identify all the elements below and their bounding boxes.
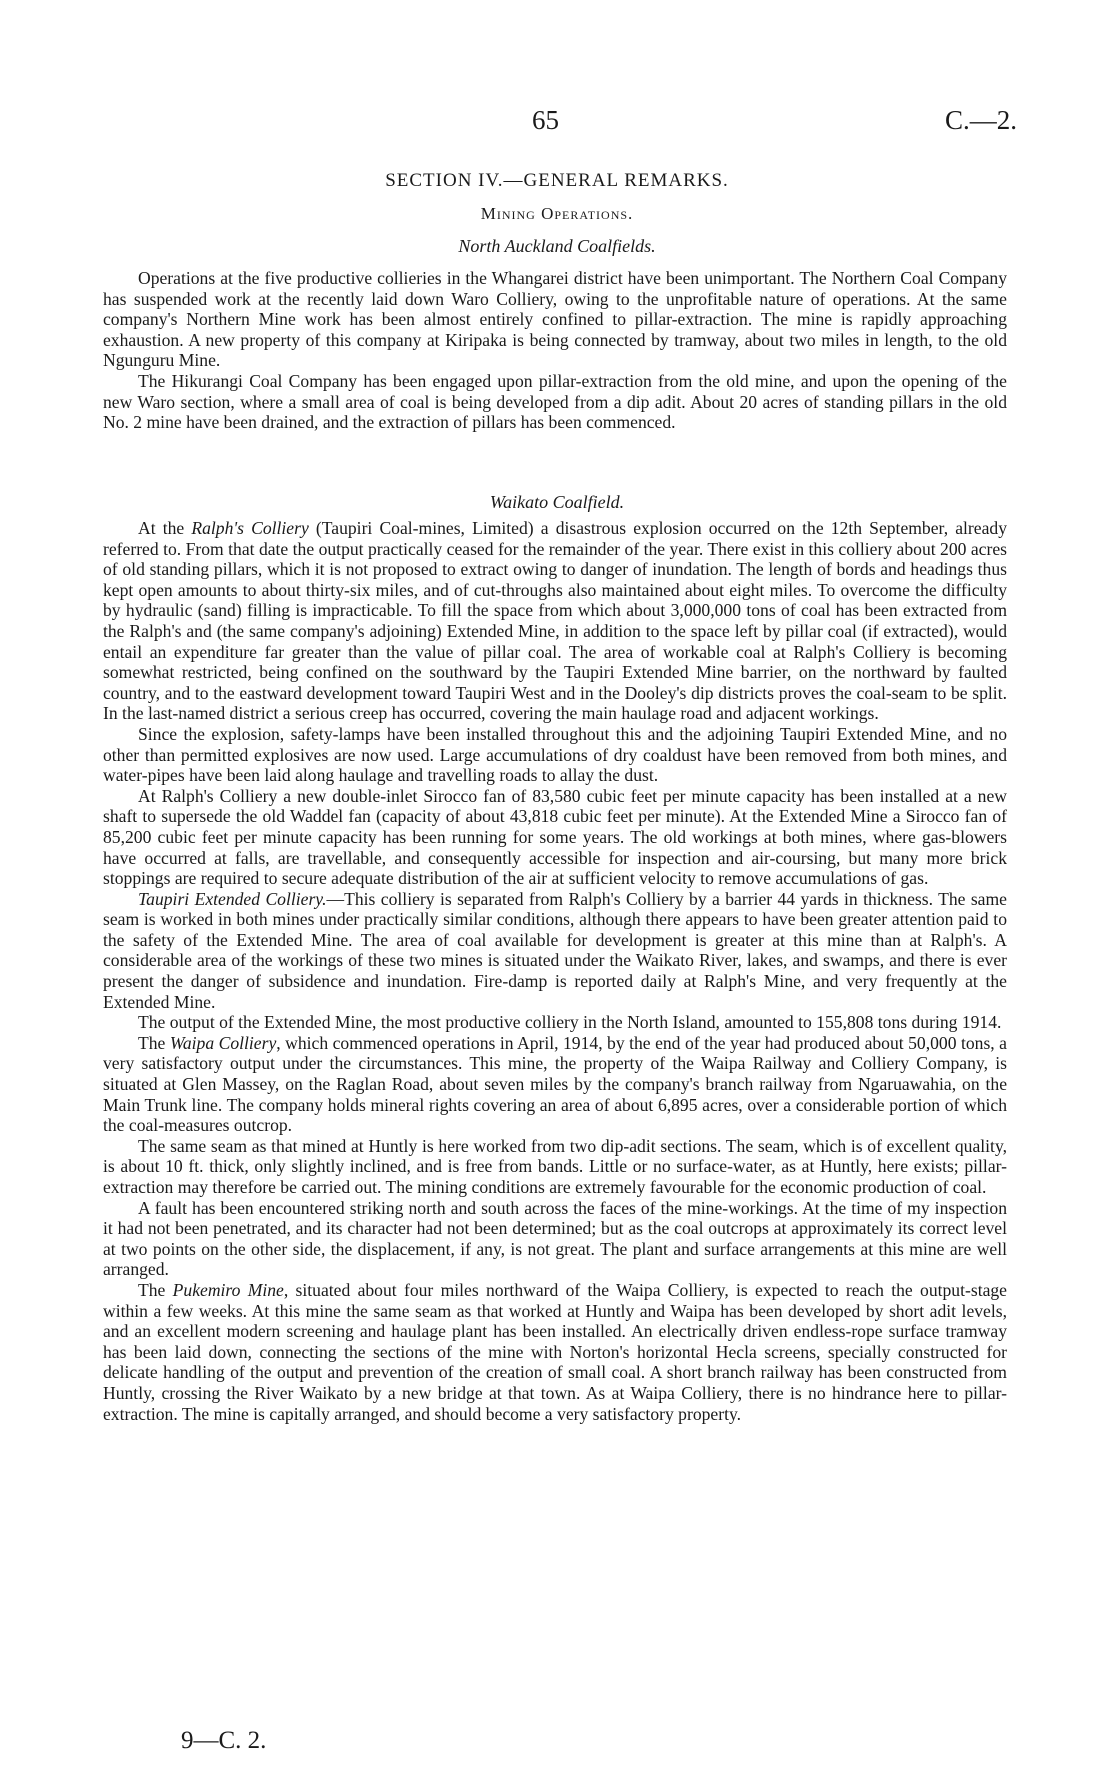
colliery-name: Waipa Colliery — [169, 1032, 277, 1053]
paragraph: Operations at the five productive collieries in the Whangarei district have been unimportant. The Northern Coal Company has suspended work at the recently laid down Waro Colliery, owing to the unprofitable nature of operations. At the same company's Northern Mine work has been almost entirely confined to pillar-extraction. The mine is rapidly approaching exhaustion. A new property of this company at Kiripaka is being connected by tramway, about two miles in length, to the old Ngunguru Mine. — [103, 268, 1007, 371]
document-reference: C.—2. — [945, 105, 1018, 135]
waikato-section — [103, 518, 1007, 1424]
paragraph: The Pukemiro Mine, situated about four miles northward of the Waipa Colliery, is expected to reach the output-stage within a few weeks. At this mine the same seam as that worked at Huntly and Waipa has been developed by short adit levels, and an excellent modern screening and haulage plant has been installed. An electrically driven endless-rope surface tramway has been laid down, connecting the sections of the mine with Norton's horizontal Hecla screens, specially constructed for delicate handling of the output and prevention of the creation of small coal. A short branch railway has been constructed from Huntly, crossing the River Waikato by a new bridge at that town. As at Waipa Colliery, there is no hindrance here to pillar-extraction. The mine is capitally arranged, and should become a very satisfactory property. — [103, 1279, 1007, 1424]
paragraph: At Ralph's Colliery a new double-inlet Sirocco fan of 83,580 cubic feet per minute capacity has been installed at a new shaft to supersede the old Waddel fan (capacity of about 43,818 cubic feet per minute). At the Extended Mine a Sirocco fan of 85,200 cubic feet per minute capacity has been running for some years. The old workings at both mines, where gas-blowers have occurred at falls, are travellable, and consequently accessible for inspection and air-coursing, but many more brick stoppings are required to secure adequate distribution of the air at sufficient velocity to remove accumulations of gas. — [103, 785, 1007, 889]
paragraph: The Hikurangi Coal Company has been engaged upon pillar-extraction from the old mine, and upon the opening of the new Waro section, where a small area of coal is being developed from a dip adit. About 20 acres of standing pillars in the old No. 2 mine have been drained, and the extraction of pillars has been commenced. — [103, 370, 1007, 433]
waikato-heading: Waikato Coalfield. — [489, 492, 625, 512]
paragraph: The same seam as that mined at Huntly is here worked from two dip-adit sections. The seam, which is of excellent quality, is about 10 ft. thick, only slightly inclined, and is free from bands. Little or no surface-water, as at Huntly, here exists; pillar-extraction may therefore be carried out. The mining conditions are extremely favourable for the economic production of coal. — [103, 1135, 1007, 1197]
paragraph: At the Ralph's Colliery (Taupiri Coal-mines, Limited) a disastrous explosion occurred on the 12th September, already referred to. From that date the output practically ceased for the remainder of the year. There exist in this colliery about 200 acres of old standing pillars, which it is not proposed to extract owing to danger of inundation. The length of bords and headings thus kept open amounts to about thirty-six miles, and of cut-throughs also maintained about eight miles. To overcome the difficulty by hydraulic (sand) filling is impracticable. To fill the space from which about 3,000,000 tons of coal has been extracted from the Ralph's and (the same company's adjoining) Extended Mine, in addition to the space left by pillar coal (if extracted), would entail an expenditure far greater than the value of pillar coal. The area of workable coal at Ralph's Colliery is becoming somewhat restricted, being confined on the southward by the Taupiri Extended Mine barrier, on the northward by faulted country, and to the eastward development toward Taupiri West and in the Dooley's dip districts proves the coal-seam to be split. In the last-named district a serious creep has occurred, covering the main haulage road and adjacent workings. — [103, 518, 1007, 724]
north-auckland-heading: North Auckland Coalfields. — [458, 236, 656, 256]
colliery-name: Taupiri Extended Colliery. — [138, 888, 327, 909]
page-signature: 9—C. 2. — [181, 1727, 267, 1754]
paragraph: The Waipa Colliery, which commenced operations in April, 1914, by the end of the year had produced about 50,000 tons, a very satisfactory output under the circumstances. This mine, the property of the Waipa Railway and Colliery Company, is situated at Glen Massey, on the Raglan Road, about seven miles by the company's branch railway from Ngaruawahia, on the Main Trunk line. The company holds mineral rights covering an area of about 6,895 acres, over a considerable portion of which the coal-measures outcrop. — [103, 1032, 1007, 1136]
mine-name: Pukemiro Mine — [172, 1279, 284, 1300]
paragraph: Taupiri Extended Colliery.—This colliery is separated from Ralph's Colliery by a barrier 44 yards in thickness. The same seam is worked in both mines under practically similar conditions, although there appears to have been greater attention paid to the safety of the Extended Mine. The area of coal available for development is greater at this mine than at Ralph's. A considerable area of the workings of these two mines is situated under the Waikato River, lakes, and swamps, and there is ever present the danger of subsidence and inundation. Fire-damp is reported daily at Ralph's Mine, and very frequently at the Extended Mine. — [103, 888, 1007, 1012]
paragraph: Since the explosion, safety-lamps have been installed throughout this and the adjoining Taupiri Extended Mine, and no other than permitted explosives are now used. Large accumulations of dry coaldust have been removed from both mines, and water-pipes have been laid along haulage and travelling roads to allay the dust. — [103, 723, 1007, 786]
mining-operations-heading: Mining Operations. — [480, 204, 634, 223]
paragraph: A fault has been encountered striking north and south across the faces of the mine-workings. At the time of my inspection it had not been penetrated, and its character had not been determined; but as the coal outcrops at approximately its correct level at two points on the other side, the displacement, if any, is not great. The plant and surface arrangements at this mine are well arranged. — [103, 1197, 1007, 1280]
north-auckland-section — [103, 268, 1007, 433]
section-title: SECTION IV.—GENERAL REMARKS. — [385, 170, 729, 191]
colliery-name: Ralph's Colliery — [191, 518, 309, 538]
paragraph: The output of the Extended Mine, the most productive colliery in the North Island, amounted to 155,808 tons during 1914. — [138, 1012, 1002, 1033]
page-number: 65 — [532, 105, 559, 135]
